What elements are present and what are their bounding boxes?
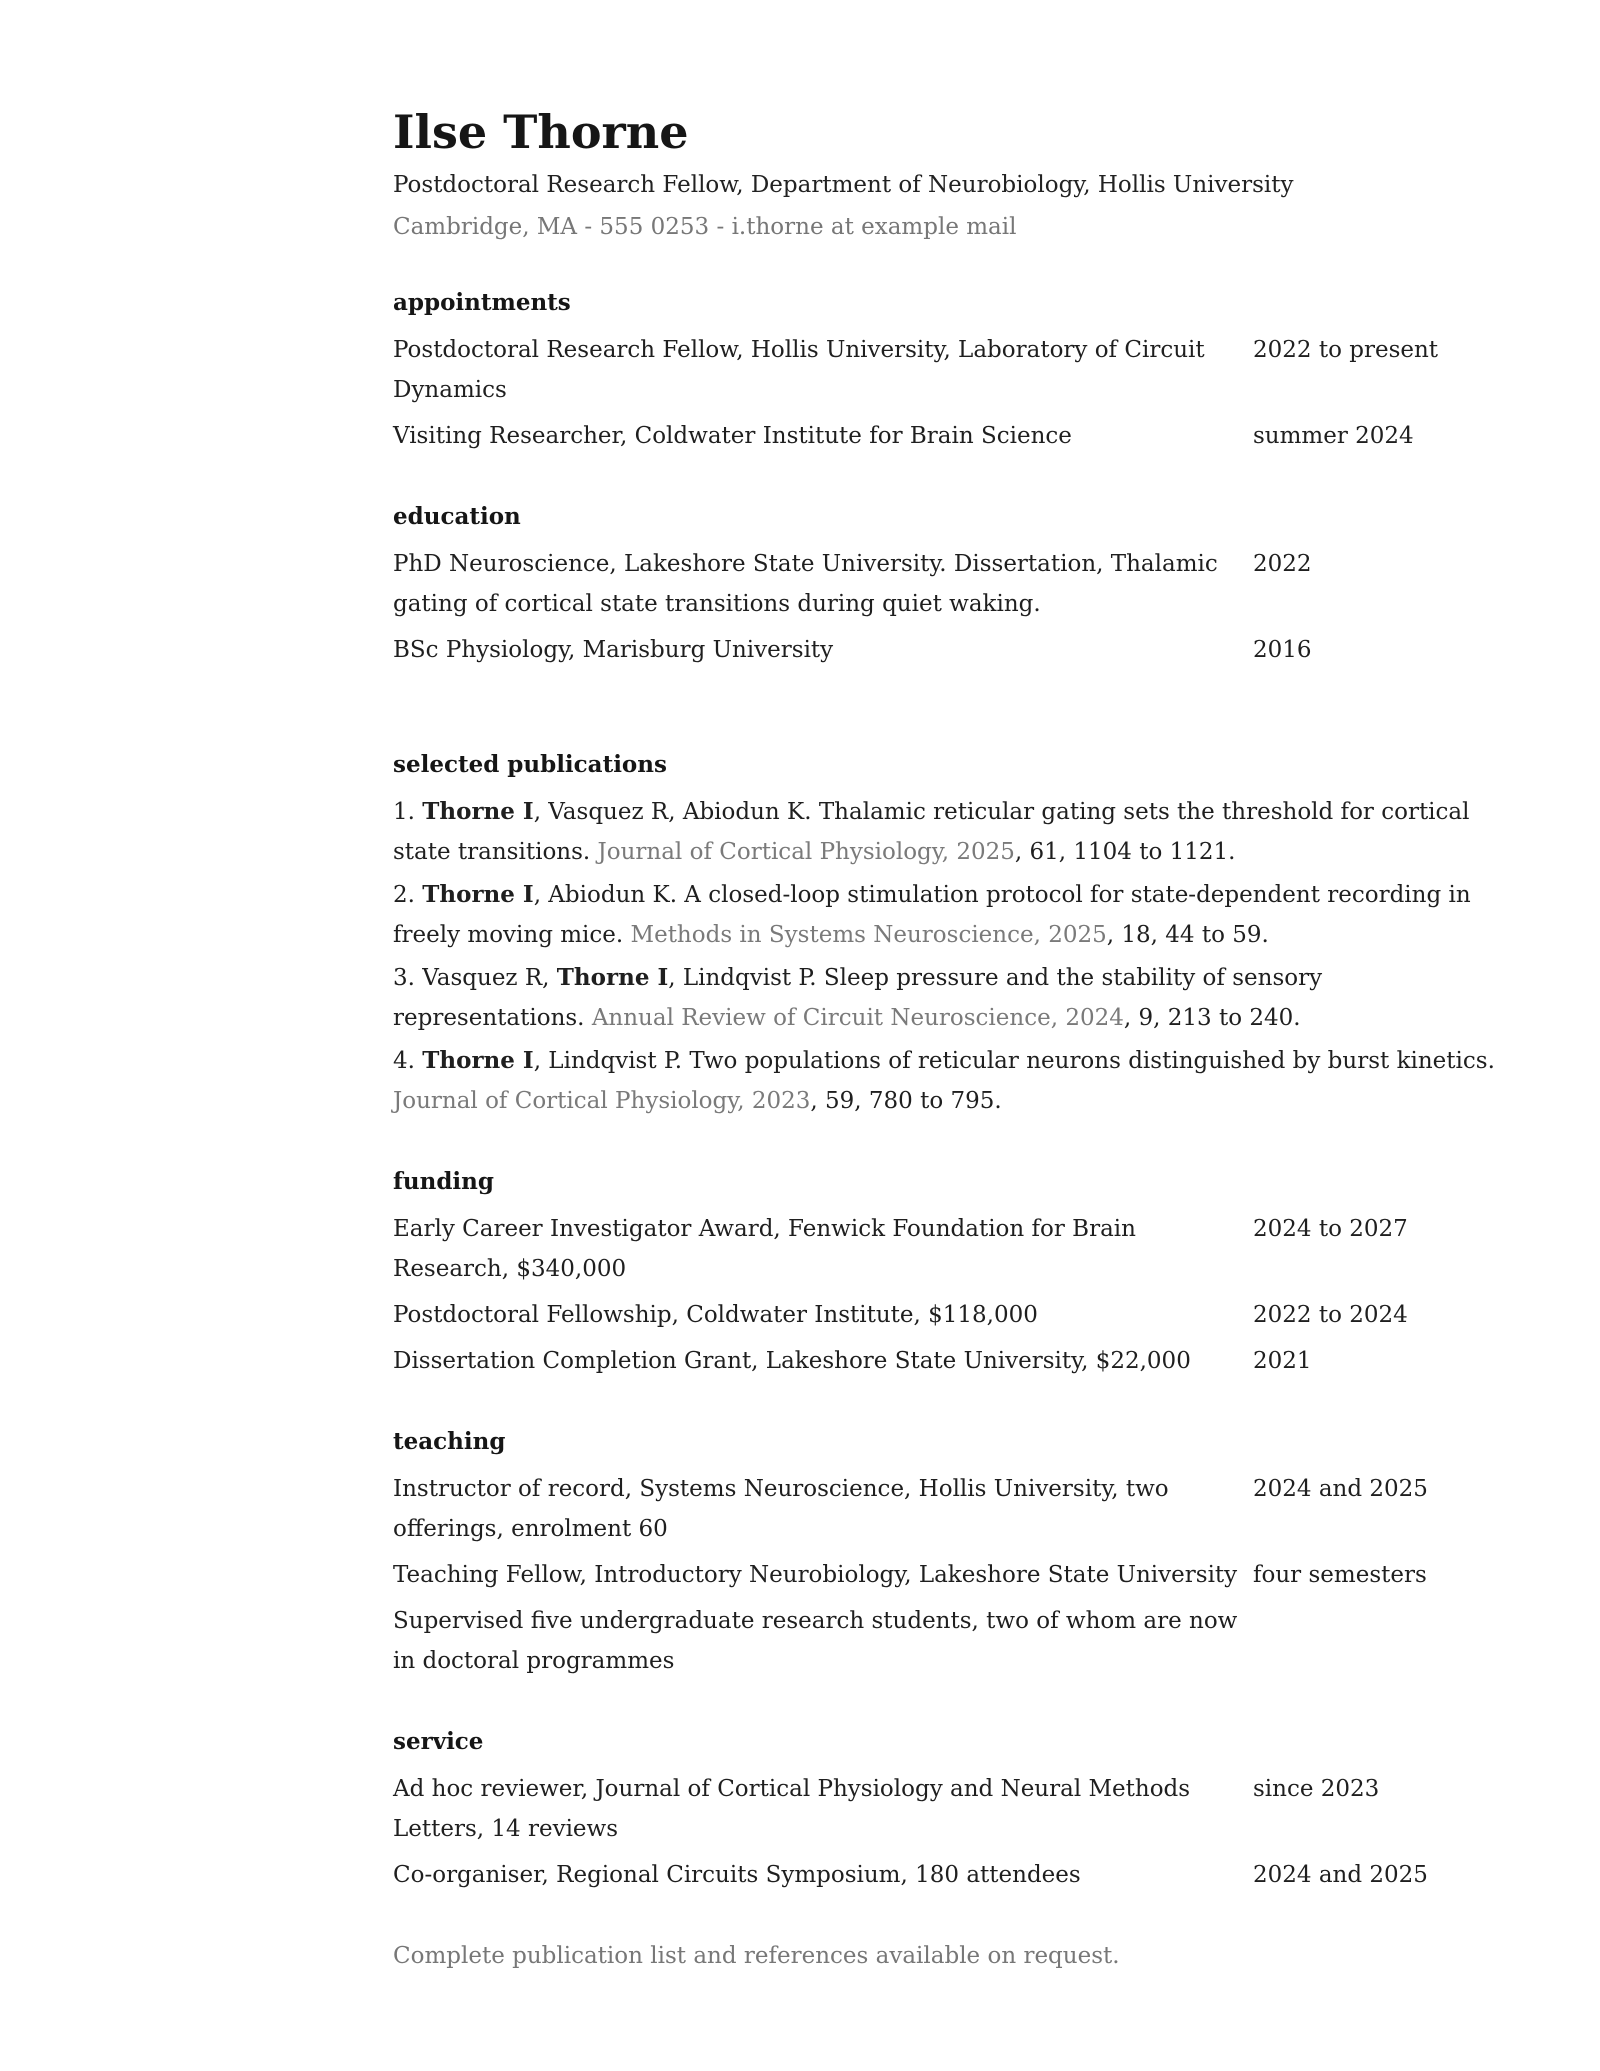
footer-note: Complete publication list and references available on request. bbox=[393, 1943, 1120, 1969]
entry-description: BSc Physiology, Marisburg University bbox=[393, 637, 834, 663]
entry-description: Visiting Researcher, Coldwater Institute for Brain Science bbox=[393, 423, 1072, 449]
pub-venue: Journal of Cortical Physiology, 2023 bbox=[393, 1088, 811, 1114]
entry-date: 2024 and 2025 bbox=[1253, 1476, 1428, 1502]
entry-description: Dissertation Completion Grant, Lakeshore State University, $22,000 bbox=[393, 1348, 1191, 1374]
pub-venue: Annual Review of Circuit Neuroscience, 2024 bbox=[591, 1005, 1124, 1031]
position-subtitle: Postdoctoral Research Fellow, Department of Neurobiology, Hollis University bbox=[393, 172, 1294, 198]
pub-author-highlight: Thorne I bbox=[556, 964, 669, 991]
publication-item bbox=[393, 792, 1503, 872]
person-name: Ilse Thorne bbox=[393, 105, 689, 159]
pub-title: A closed-loop stimulation protocol for state-dependent recording in freely moving mice. bbox=[393, 882, 1471, 948]
pub-authors-rest: , Lindqvist P. bbox=[668, 965, 817, 991]
entry-date: 2022 to present bbox=[1253, 337, 1439, 363]
entry-date: since 2023 bbox=[1253, 1776, 1380, 1802]
pub-authors-rest: , Lindqvist P. bbox=[533, 1048, 683, 1074]
publication-item bbox=[393, 958, 1503, 1038]
education-entry bbox=[393, 630, 1503, 670]
section-title-funding: funding bbox=[393, 1168, 494, 1195]
section-education bbox=[393, 502, 1503, 670]
entry-date: 2024 and 2025 bbox=[1253, 1862, 1428, 1888]
publication-item bbox=[393, 1041, 1503, 1121]
entry-description: Co-organiser, Regional Circuits Symposium, 180 attendees bbox=[393, 1862, 1081, 1888]
entry-date: 2024 to 2027 bbox=[1253, 1216, 1408, 1242]
entry-date: 2022 to 2024 bbox=[1253, 1302, 1408, 1328]
entry-description: Postdoctoral Fellowship, Coldwater Institute, $118,000 bbox=[393, 1302, 1038, 1328]
section-publications bbox=[393, 750, 1503, 1121]
pub-venue: Journal of Cortical Physiology, 2025 bbox=[597, 839, 1015, 865]
entry-description: Early Career Investigator Award, Fenwick Foundation for Brain Research, $340,000 bbox=[393, 1216, 1136, 1282]
section-teaching bbox=[393, 1427, 1503, 1681]
pub-venue: Methods in Systems Neuroscience, 2025 bbox=[630, 922, 1107, 948]
teaching-entry bbox=[393, 1601, 1503, 1681]
section-title-teaching: teaching bbox=[393, 1428, 506, 1455]
pub-number: 2. bbox=[393, 882, 415, 908]
pub-title: Two populations of reticular neurons distinguished by burst kinetics. bbox=[682, 1048, 1495, 1074]
entry-description: Teaching Fellow, Introductory Neurobiology, Lakeshore State University bbox=[393, 1562, 1238, 1588]
pub-tail: , 59, 780 to 795. bbox=[810, 1088, 1002, 1114]
pub-title: Sleep pressure and the stability of sensory representations. bbox=[393, 965, 1323, 1031]
funding-entry bbox=[393, 1295, 1503, 1335]
section-title-education: education bbox=[393, 503, 521, 530]
pub-authors-rest: , Vasquez R, Abiodun K. bbox=[533, 799, 812, 825]
pub-author-highlight: Thorne I bbox=[422, 881, 534, 908]
pub-number: 3. bbox=[393, 965, 415, 991]
entry-date: 2021 bbox=[1253, 1348, 1312, 1374]
pub-tail: , 9, 213 to 240. bbox=[1123, 1005, 1301, 1031]
entry-date: four semesters bbox=[1253, 1562, 1427, 1588]
publication-item bbox=[393, 875, 1503, 955]
entry-description: Postdoctoral Research Fellow, Hollis University, Laboratory of Circuit Dynamics bbox=[393, 337, 1205, 403]
entry-date: summer 2024 bbox=[1253, 423, 1414, 449]
entry-date: 2022 bbox=[1253, 551, 1312, 577]
teaching-entry bbox=[393, 1469, 1503, 1549]
education-entry bbox=[393, 544, 1503, 624]
entry-description: Instructor of record, Systems Neuroscience, Hollis University, two offerings, enrolment 60 bbox=[393, 1476, 1169, 1542]
entry-date: 2016 bbox=[1253, 637, 1312, 663]
pub-authors-pre: Vasquez R, bbox=[422, 965, 557, 991]
teaching-entry bbox=[393, 1555, 1503, 1595]
appointment-entry bbox=[393, 416, 1503, 456]
pub-author-highlight: Thorne I bbox=[422, 1047, 534, 1074]
funding-entry bbox=[393, 1341, 1503, 1381]
entry-description: Ad hoc reviewer, Journal of Cortical Physiology and Neural Methods Letters, 14 reviews bbox=[393, 1776, 1191, 1842]
section-title-service: service bbox=[393, 1728, 484, 1755]
pub-number: 4. bbox=[393, 1048, 415, 1074]
pub-title: Thalamic reticular gating sets the threshold for cortical state transitions. bbox=[393, 799, 1470, 865]
service-entry bbox=[393, 1769, 1503, 1849]
entry-description: Supervised five undergraduate research students, two of whom are now in doctoral programmes bbox=[393, 1608, 1238, 1674]
section-title-publications: selected publications bbox=[393, 751, 667, 778]
contact-line: Cambridge, MA - 555 0253 - i.thorne at example mail bbox=[393, 214, 1017, 240]
section-funding bbox=[393, 1167, 1503, 1381]
funding-entry bbox=[393, 1209, 1503, 1289]
appointment-entry bbox=[393, 330, 1503, 410]
entry-description: PhD Neuroscience, Lakeshore State University. Dissertation, Thalamic gating of cortical state transitions during quiet waking. bbox=[393, 551, 1218, 617]
section-service bbox=[393, 1727, 1503, 1895]
cv-page bbox=[393, 104, 1503, 1971]
pub-tail: , 18, 44 to 59. bbox=[1106, 922, 1269, 948]
pub-authors-rest: , Abiodun K. bbox=[533, 882, 677, 908]
pub-tail: , 61, 1104 to 1121. bbox=[1014, 839, 1236, 865]
pub-author-highlight: Thorne I bbox=[422, 798, 534, 825]
service-entry bbox=[393, 1855, 1503, 1895]
section-appointments bbox=[393, 288, 1503, 456]
entry-date bbox=[1241, 1601, 1503, 1681]
pub-number: 1. bbox=[393, 799, 415, 825]
section-title-appointments: appointments bbox=[393, 289, 571, 316]
